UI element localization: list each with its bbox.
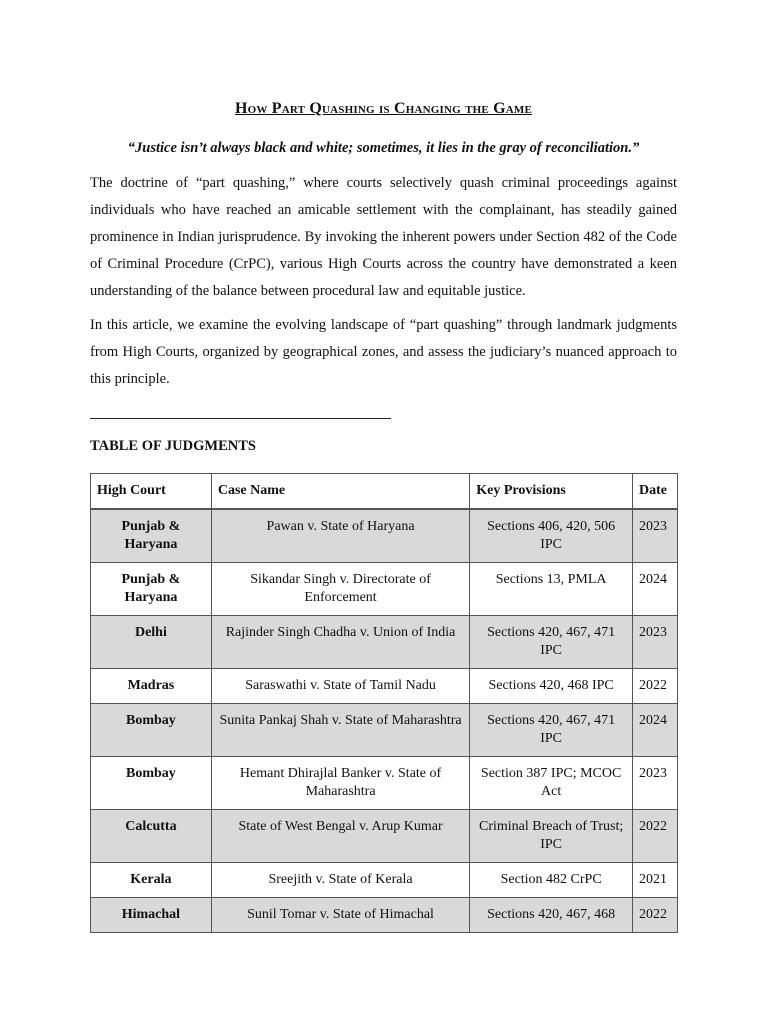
cell-case-name: Hemant Dhirajlal Banker v. State of Maharashtra (211, 757, 469, 810)
document-title: How Part Quashing is Changing the Game (234, 100, 533, 117)
judgments-table (90, 473, 678, 933)
cell-high-court: Punjab & Haryana (91, 509, 212, 563)
epigraph-quote: “Justice isn’t always black and white; sometimes, it lies in the gray of reconciliation.” (127, 140, 640, 156)
cell-high-court: Punjab & Haryana (91, 563, 212, 616)
cell-key-provisions: Sections 420, 467, 471 IPC (470, 704, 633, 757)
cell-key-provisions: Sections 420, 468 IPC (470, 669, 633, 704)
table-row (91, 669, 678, 704)
column-header-key-provisions: Key Provisions (470, 474, 633, 510)
cell-date: 2021 (632, 863, 677, 898)
cell-key-provisions: Sections 420, 467, 468 (470, 898, 633, 933)
cell-date: 2022 (632, 810, 677, 863)
column-header-high-court: High Court (91, 474, 212, 510)
cell-high-court: Bombay (91, 704, 212, 757)
column-header-case-name: Case Name (211, 474, 469, 510)
cell-case-name: Sikandar Singh v. Directorate of Enforcement (211, 563, 469, 616)
cell-key-provisions: Section 482 CrPC (470, 863, 633, 898)
cell-key-provisions: Section 387 IPC; MCOC Act (470, 757, 633, 810)
cell-case-name: Rajinder Singh Chadha v. Union of India (211, 616, 469, 669)
cell-high-court: Kerala (91, 863, 212, 898)
intro-paragraph: The doctrine of “part quashing,” where courts selectively quash criminal proceedings against individuals who have reached an amicable settlement with the complainant, has steadily gained prominence in Indian jurisprudence. By invoking the inherent powers under Section 482 of the Code of Criminal Procedure (CrPC), various High Courts across the country have demonstrated a keen understanding of the balance between procedural law and equitable justice. (90, 175, 677, 299)
cell-high-court: Himachal (91, 898, 212, 933)
cell-key-provisions: Sections 13, PMLA (470, 563, 633, 616)
table-row (91, 704, 678, 757)
table-row (91, 757, 678, 810)
table-row (91, 863, 678, 898)
section-heading: TABLE OF JUDGMENTS (90, 438, 256, 454)
cell-high-court: Delhi (91, 616, 212, 669)
cell-date: 2023 (632, 616, 677, 669)
cell-date: 2024 (632, 563, 677, 616)
cell-date: 2023 (632, 509, 677, 563)
cell-case-name: State of West Bengal v. Arup Kumar (211, 810, 469, 863)
cell-case-name: Pawan v. State of Haryana (211, 509, 469, 563)
table-row (91, 898, 678, 933)
cell-case-name: Sreejith v. State of Kerala (211, 863, 469, 898)
cell-date: 2022 (632, 669, 677, 704)
cell-high-court: Madras (91, 669, 212, 704)
table-row (91, 810, 678, 863)
horizontal-rule (90, 418, 391, 419)
cell-high-court: Calcutta (91, 810, 212, 863)
table-header-row (91, 474, 678, 510)
cell-high-court: Bombay (91, 757, 212, 810)
cell-date: 2024 (632, 704, 677, 757)
table-row (91, 563, 678, 616)
cell-key-provisions: Criminal Breach of Trust; IPC (470, 810, 633, 863)
cell-key-provisions: Sections 406, 420, 506 IPC (470, 509, 633, 563)
cell-case-name: Sunita Pankaj Shah v. State of Maharashtra (211, 704, 469, 757)
cell-key-provisions: Sections 420, 467, 471 IPC (470, 616, 633, 669)
table-row (91, 509, 678, 563)
cell-case-name: Saraswathi v. State of Tamil Nadu (211, 669, 469, 704)
cell-case-name: Sunil Tomar v. State of Himachal (211, 898, 469, 933)
column-header-date: Date (632, 474, 677, 510)
article-scope-paragraph: In this article, we examine the evolving landscape of “part quashing” through landmark judgments from High Courts, organized by geographical zones, and assess the judiciary’s nuanced approach to this principle. (90, 317, 677, 387)
cell-date: 2023 (632, 757, 677, 810)
cell-date: 2022 (632, 898, 677, 933)
table-row (91, 616, 678, 669)
